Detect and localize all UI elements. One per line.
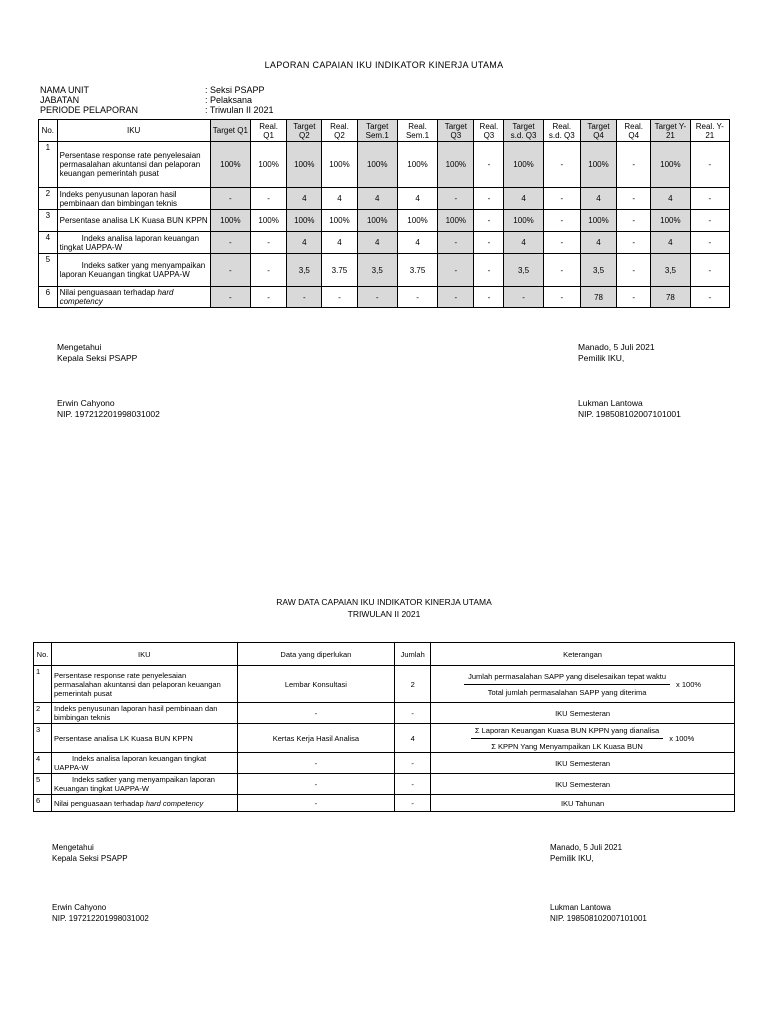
value-cell: - — [690, 232, 729, 254]
value-cell: 3.75 — [397, 254, 437, 287]
value-cell: 100% — [580, 210, 616, 232]
value-cell: - — [397, 287, 437, 308]
value-cell: - — [251, 188, 287, 210]
signer-name: Erwin Cahyono — [57, 398, 115, 408]
value-cell: - — [210, 287, 250, 308]
value-cell: - — [617, 188, 651, 210]
row-number: 5 — [39, 254, 58, 287]
column-header: IKU — [57, 120, 210, 142]
keterangan — [431, 666, 735, 703]
value-cell: - — [210, 232, 250, 254]
jumlah: - — [395, 753, 431, 774]
header-row — [34, 643, 735, 666]
row-number: 6 — [34, 795, 52, 812]
data-needed: Kertas Kerja Hasil Analisa — [237, 724, 395, 753]
formula — [433, 672, 732, 697]
iku-text-italic: hard competency — [145, 798, 204, 808]
data-needed: - — [237, 753, 395, 774]
value-cell: - — [617, 287, 651, 308]
iku-name: Indeks penyusunan laporan hasil pembinaan dan bimbingan teknis — [51, 703, 237, 724]
value-cell: - — [690, 287, 729, 308]
value-cell: - — [543, 142, 580, 188]
row-number: 5 — [34, 774, 52, 795]
value-cell: 100% — [504, 142, 543, 188]
column-header: Target Q3 — [438, 120, 474, 142]
value-cell: - — [474, 210, 504, 232]
table-row — [34, 795, 735, 812]
value-cell: 4 — [504, 188, 543, 210]
meta-key: JABATAN — [40, 95, 80, 105]
value-cell: - — [690, 188, 729, 210]
report1-sign-left — [57, 342, 160, 420]
value-cell: 4 — [397, 232, 437, 254]
keterangan: IKU Tahunan — [431, 795, 735, 812]
meta-value: : Pelaksana — [205, 95, 253, 105]
row-number: 2 — [39, 188, 58, 210]
fraction — [471, 726, 663, 751]
data-needed: Lembar Konsultasi — [237, 666, 395, 703]
row-number: 3 — [39, 210, 58, 232]
value-cell: - — [474, 232, 504, 254]
keterangan — [431, 724, 735, 753]
value-cell: - — [543, 232, 580, 254]
sign-line: Mengetahui — [52, 843, 94, 852]
multiplier: x 100% — [669, 733, 695, 743]
value-cell: 3,5 — [580, 254, 616, 287]
column-header: Target Y-21 — [651, 120, 690, 142]
jumlah: - — [395, 795, 431, 812]
value-cell: 100% — [210, 142, 250, 188]
value-cell: - — [617, 254, 651, 287]
value-cell: 100% — [397, 142, 437, 188]
sign-line: Pemilik IKU, — [578, 353, 625, 363]
value-cell: 4 — [322, 232, 357, 254]
value-cell: - — [210, 254, 250, 287]
value-cell: 100% — [287, 142, 322, 188]
value-cell: 4 — [580, 232, 616, 254]
table-row — [39, 254, 730, 287]
value-cell: - — [474, 287, 504, 308]
value-cell: - — [543, 210, 580, 232]
column-header: Target Sem.1 — [357, 120, 397, 142]
value-cell: 100% — [251, 142, 287, 188]
value-cell: - — [474, 188, 504, 210]
value-cell: 4 — [322, 188, 357, 210]
signer-nip: NIP. 198508102007101001 — [550, 914, 647, 923]
value-cell: - — [543, 254, 580, 287]
value-cell: 4 — [287, 232, 322, 254]
table-row — [39, 188, 730, 210]
signer-name: Erwin Cahyono — [52, 903, 107, 912]
value-cell: 78 — [580, 287, 616, 308]
row-number: 1 — [34, 666, 52, 703]
column-header: Real. Y-21 — [690, 120, 729, 142]
column-header: Target Q2 — [287, 120, 322, 142]
value-cell: - — [690, 142, 729, 188]
row-number: 1 — [39, 142, 58, 188]
report2-table — [33, 642, 735, 812]
value-cell: 100% — [251, 210, 287, 232]
jumlah: - — [395, 703, 431, 724]
iku-name: Indeks penyusunan laporan hasil pembinaan dan bimbingan teknis — [57, 188, 210, 210]
value-cell: 4 — [397, 188, 437, 210]
value-cell: - — [617, 232, 651, 254]
value-cell: 100% — [438, 142, 474, 188]
row-number: 6 — [39, 287, 58, 308]
table-row — [34, 724, 735, 753]
value-cell: 100% — [210, 210, 250, 232]
value-cell: 100% — [357, 142, 397, 188]
iku-text: Nilai penguasaan terhadap — [53, 798, 146, 808]
column-header: Target Q4 — [580, 120, 616, 142]
value-cell: 4 — [357, 188, 397, 210]
value-cell: - — [438, 232, 474, 254]
report2-subtitle: TRIWULAN II 2021 — [347, 609, 421, 619]
column-header: Real. Q3 — [474, 120, 504, 142]
value-cell: - — [357, 287, 397, 308]
report1-table — [38, 119, 730, 308]
value-cell: 100% — [651, 142, 690, 188]
value-cell: 100% — [504, 210, 543, 232]
formula — [433, 726, 732, 751]
value-cell: 100% — [287, 210, 322, 232]
value-cell: 100% — [322, 142, 357, 188]
value-cell: - — [690, 254, 729, 287]
iku-text: Nilai penguasaan terhadap — [59, 288, 158, 297]
iku-name: Persentase response rate penyelesaian permasalahan akuntansi dan pelaporan keuangan pemerintah pusat — [51, 666, 237, 703]
value-cell: - — [438, 254, 474, 287]
iku-name — [57, 287, 210, 308]
value-cell: 100% — [580, 142, 616, 188]
column-header: Real. Q4 — [617, 120, 651, 142]
table-row — [34, 774, 735, 795]
value-cell: - — [474, 254, 504, 287]
value-cell: 100% — [397, 210, 437, 232]
value-cell: - — [251, 254, 287, 287]
numerator: Jumlah permasalahan SAPP yang diselesaikan tepat waktu — [464, 672, 670, 685]
value-cell: - — [543, 188, 580, 210]
report1-sign-right — [578, 342, 681, 420]
iku-name: Indeks analisa laporan keuangan tingkat UAPPA-W — [51, 753, 237, 774]
iku-text-italic: hard competency — [59, 288, 174, 306]
sign-line: Manado, 5 Juli 2021 — [550, 843, 623, 852]
value-cell: - — [617, 142, 651, 188]
value-cell: 3.75 — [322, 254, 357, 287]
iku-name: Persentase response rate penyelesaian permasalahan akuntansi dan pelaporan keuangan pemerintah pusat — [57, 142, 210, 188]
signer-name: Lukman Lantowa — [578, 398, 643, 408]
data-needed: - — [237, 795, 395, 812]
value-cell: 4 — [580, 188, 616, 210]
denominator: Σ KPPN Yang Menyampaikan LK Kuasa BUN — [491, 741, 643, 751]
column-header: Real. s.d. Q3 — [543, 120, 580, 142]
value-cell: 4 — [651, 188, 690, 210]
iku-name — [51, 795, 237, 812]
data-needed: - — [237, 774, 395, 795]
value-cell: 3,5 — [504, 254, 543, 287]
value-cell: 100% — [322, 210, 357, 232]
row-number: 4 — [34, 753, 52, 774]
value-cell: - — [504, 287, 543, 308]
row-number: 2 — [34, 703, 52, 724]
column-header: Real. Q1 — [251, 120, 287, 142]
value-cell: 3,5 — [651, 254, 690, 287]
iku-name: Indeks satker yang menyampaikan laporan Keuangan tingkat UAPPA-W — [57, 254, 210, 287]
column-header: IKU — [51, 643, 237, 666]
value-cell: 100% — [651, 210, 690, 232]
data-needed: - — [237, 703, 395, 724]
row-number: 4 — [39, 232, 58, 254]
value-cell: 4 — [504, 232, 543, 254]
meta-key: PERIODE PELAPORAN — [40, 105, 139, 115]
table-row — [39, 142, 730, 188]
sign-line: Kepala Seksi PSAPP — [57, 353, 138, 363]
meta-value: : Seksi PSAPP — [205, 85, 265, 95]
value-cell: - — [251, 287, 287, 308]
iku-name: Indeks analisa laporan keuangan tingkat UAPPA-W — [57, 232, 210, 254]
column-header: Real. Q2 — [322, 120, 357, 142]
keterangan: IKU Semesteran — [431, 753, 735, 774]
row-number: 3 — [34, 724, 52, 753]
column-header: Jumlah — [395, 643, 431, 666]
value-cell: - — [543, 287, 580, 308]
value-cell: - — [438, 287, 474, 308]
table-row — [39, 287, 730, 308]
value-cell: 78 — [651, 287, 690, 308]
table-row — [39, 232, 730, 254]
sign-line: Kepala Seksi PSAPP — [52, 854, 128, 863]
value-cell: - — [690, 210, 729, 232]
value-cell: 4 — [357, 232, 397, 254]
report2-sign-left — [52, 842, 149, 924]
signer-nip: NIP. 197212201998031002 — [57, 409, 160, 419]
value-cell: 4 — [651, 232, 690, 254]
sign-line: Mengetahui — [57, 342, 102, 352]
multiplier: x 100% — [676, 679, 702, 689]
table-row — [34, 666, 735, 703]
value-cell: 100% — [438, 210, 474, 232]
signer-name: Lukman Lantowa — [550, 903, 611, 912]
signer-nip: NIP. 197212201998031002 — [52, 914, 149, 923]
meta-value: : Triwulan II 2021 — [205, 105, 274, 115]
column-header: Target Q1 — [210, 120, 250, 142]
meta-key: NAMA UNIT — [40, 85, 90, 95]
denominator: Total jumlah permasalahan SAPP yang diterima — [487, 687, 647, 697]
value-cell: - — [322, 287, 357, 308]
iku-name: Persentase analisa LK Kuasa BUN KPPN — [51, 724, 237, 753]
report2-sign-right — [550, 842, 647, 924]
table-row — [34, 703, 735, 724]
value-cell: 100% — [357, 210, 397, 232]
column-header: Keterangan — [431, 643, 735, 666]
iku-name: Persentase analisa LK Kuasa BUN KPPN — [57, 210, 210, 232]
value-cell: - — [438, 188, 474, 210]
value-cell: - — [287, 287, 322, 308]
column-header: Real. Sem.1 — [397, 120, 437, 142]
iku-name: Indeks satker yang menyampaikan laporan Keuangan tingkat UAPPA-W — [51, 774, 237, 795]
value-cell: 3,5 — [287, 254, 322, 287]
sign-line: Manado, 5 Juli 2021 — [578, 342, 655, 352]
jumlah: - — [395, 774, 431, 795]
numerator: Σ Laporan Keuangan Kuasa BUN KPPN yang dianalisa — [471, 726, 663, 739]
keterangan: IKU Semesteran — [431, 774, 735, 795]
signer-nip: NIP. 198508102007101001 — [578, 409, 681, 419]
jumlah: 2 — [395, 666, 431, 703]
fraction — [464, 672, 670, 697]
value-cell: 4 — [287, 188, 322, 210]
header-row — [39, 120, 730, 142]
column-header: No. — [39, 120, 58, 142]
report2-title: RAW DATA CAPAIAN IKU INDIKATOR KINERJA UTAMA — [276, 597, 492, 607]
sign-line: Pemilik IKU, — [550, 854, 594, 863]
report1-title: LAPORAN CAPAIAN IKU INDIKATOR KINERJA UTAMA — [264, 60, 504, 70]
table-row — [34, 753, 735, 774]
jumlah: 4 — [395, 724, 431, 753]
table-row — [39, 210, 730, 232]
keterangan: IKU Semesteran — [431, 703, 735, 724]
value-cell: - — [617, 210, 651, 232]
value-cell: 3,5 — [357, 254, 397, 287]
column-header: Target s.d. Q3 — [504, 120, 543, 142]
column-header: No. — [34, 643, 52, 666]
value-cell: - — [251, 232, 287, 254]
column-header: Data yang diperlukan — [237, 643, 395, 666]
value-cell: - — [474, 142, 504, 188]
value-cell: - — [210, 188, 250, 210]
